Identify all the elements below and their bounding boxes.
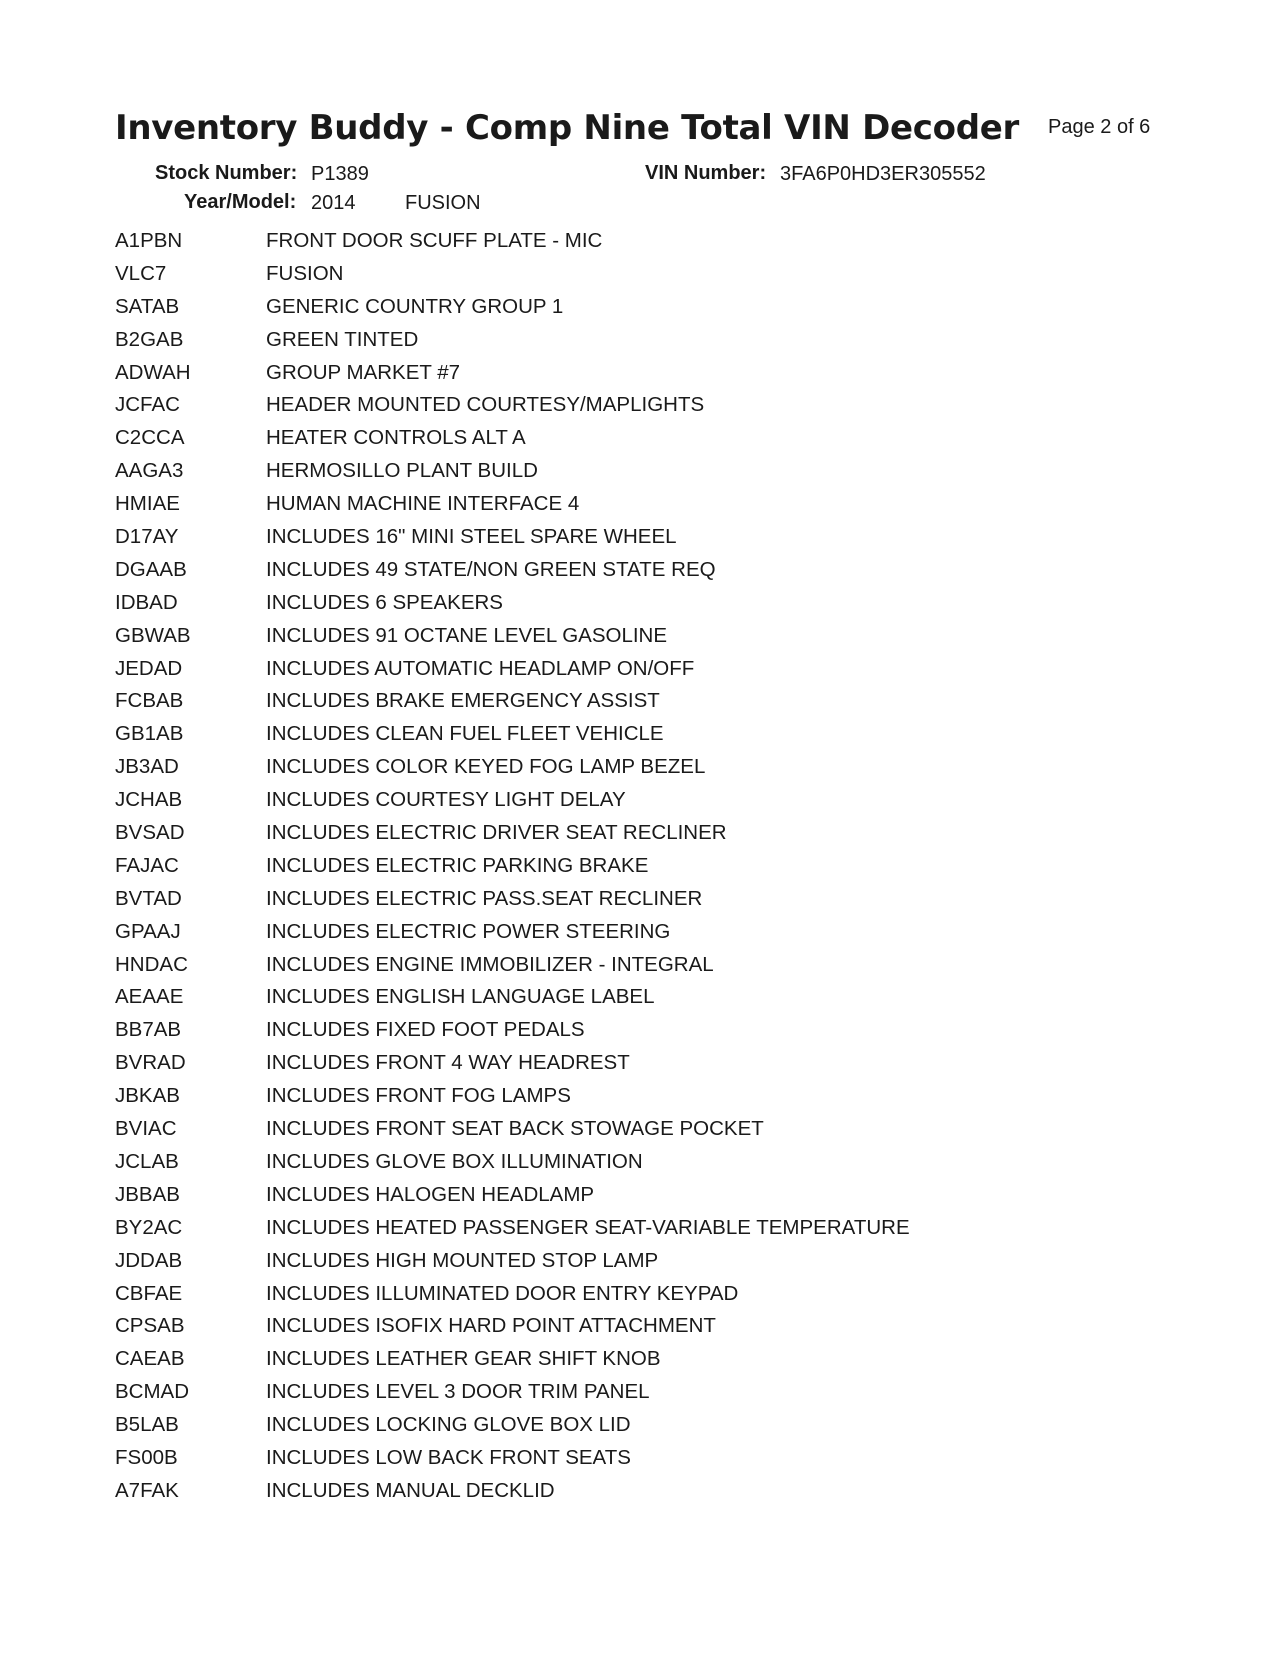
option-description: GENERIC COUNTRY GROUP 1 xyxy=(266,294,564,318)
option-code: BVSAD xyxy=(115,821,185,845)
option-description: INCLUDES ILLUMINATED DOOR ENTRY KEYPAD xyxy=(266,1281,739,1305)
option-description: INCLUDES 91 OCTANE LEVEL GASOLINE xyxy=(266,623,668,647)
option-code: ADWAH xyxy=(115,360,191,384)
option-code: FS00B xyxy=(115,1445,178,1469)
document-title: Inventory Buddy - Comp Nine Total VIN Decoder xyxy=(115,108,1019,148)
option-description: INCLUDES MANUAL DECKLID xyxy=(266,1478,555,1502)
option-description: GROUP MARKET #7 xyxy=(266,360,461,384)
list-item xyxy=(115,757,910,790)
option-code: CPSAB xyxy=(115,1314,185,1338)
option-description: INCLUDES AUTOMATIC HEADLAMP ON/OFF xyxy=(266,656,695,680)
option-code: CBFAE xyxy=(115,1281,183,1305)
list-item xyxy=(115,1215,910,1251)
option-code: DGAAB xyxy=(115,557,187,581)
option-code: BVRAD xyxy=(115,1051,186,1075)
option-description: GREEN TINTED xyxy=(266,327,419,351)
list-item xyxy=(115,1445,910,1481)
list-item xyxy=(115,1053,910,1086)
option-code: BB7AB xyxy=(115,1018,182,1042)
option-code: BVIAC xyxy=(115,1117,177,1141)
option-code: BY2AC xyxy=(115,1215,183,1239)
option-description: INCLUDES 49 STATE/NON GREEN STATE REQ xyxy=(266,557,716,581)
option-description: INCLUDES LOCKING GLOVE BOX LID xyxy=(266,1413,631,1437)
option-code: GBWAB xyxy=(115,623,191,647)
option-code: IDBAD xyxy=(115,590,178,614)
list-item xyxy=(115,294,910,330)
stock-number-value: P1389 xyxy=(311,163,369,185)
list-item xyxy=(115,557,910,593)
list-item xyxy=(115,261,910,297)
list-item xyxy=(115,853,910,889)
list-item xyxy=(115,656,910,692)
option-code: VLC7 xyxy=(115,261,167,285)
option-description: HERMOSILLO PLANT BUILD xyxy=(266,459,538,483)
list-item xyxy=(115,724,910,757)
option-code: AAGA3 xyxy=(115,459,184,483)
list-item xyxy=(115,327,910,363)
list-item xyxy=(115,494,910,527)
option-description: INCLUDES LOW BACK FRONT SEATS xyxy=(266,1445,631,1469)
list-item xyxy=(115,886,910,922)
list-item xyxy=(115,461,910,494)
list-item xyxy=(115,1478,910,1514)
vin-number-value: 3FA6P0HD3ER305552 xyxy=(780,163,986,185)
list-item xyxy=(115,1281,910,1317)
option-code: BVTAD xyxy=(115,886,182,910)
list-item xyxy=(115,231,910,264)
list-item xyxy=(115,823,910,856)
option-description: INCLUDES LEVEL 3 DOOR TRIM PANEL xyxy=(266,1380,650,1404)
option-description: HUMAN MACHINE INTERFACE 4 xyxy=(266,492,580,516)
option-code: HMIAE xyxy=(115,492,180,516)
option-description: INCLUDES ENGLISH LANGUAGE LABEL xyxy=(266,985,655,1009)
option-description: INCLUDES ELECTRIC PARKING BRAKE xyxy=(266,853,649,877)
option-description: INCLUDES BRAKE EMERGENCY ASSIST xyxy=(266,689,660,713)
option-code: AEAAE xyxy=(115,985,184,1009)
list-item xyxy=(115,360,910,396)
list-item xyxy=(115,527,910,560)
list-item xyxy=(115,428,910,461)
list-item xyxy=(115,1020,910,1053)
stock-number-label: Stock Number: xyxy=(155,162,298,184)
option-code: JCHAB xyxy=(115,788,183,812)
option-description: INCLUDES CLEAN FUEL FLEET VEHICLE xyxy=(266,722,664,746)
list-item xyxy=(115,395,910,428)
list-item xyxy=(115,1349,910,1382)
option-code: B2GAB xyxy=(115,327,184,351)
option-description: FRONT DOOR SCUFF PLATE - MIC xyxy=(266,229,603,252)
list-item xyxy=(115,919,910,955)
option-code: JCFAC xyxy=(115,393,180,417)
option-code: C2CCA xyxy=(115,426,185,450)
option-description: HEADER MOUNTED COURTESY/MAPLIGHTS xyxy=(266,393,705,417)
option-description: INCLUDES FIXED FOOT PEDALS xyxy=(266,1018,585,1042)
option-code: D17AY xyxy=(115,525,179,549)
option-description: INCLUDES FRONT SEAT BACK STOWAGE POCKET xyxy=(266,1117,764,1141)
option-code: CAEAB xyxy=(115,1347,185,1371)
page-number: Page 2 of 6 xyxy=(1048,116,1151,138)
model-value: FUSION xyxy=(405,192,481,214)
list-item xyxy=(115,1149,910,1185)
option-code: GB1AB xyxy=(115,722,184,746)
option-code: B5LAB xyxy=(115,1413,179,1437)
option-code: JEDAD xyxy=(115,656,183,680)
list-item xyxy=(115,952,910,988)
option-description: INCLUDES FRONT FOG LAMPS xyxy=(266,1084,571,1108)
option-code: GPAAJ xyxy=(115,919,181,943)
option-code: A1PBN xyxy=(115,229,183,252)
option-code: JBKAB xyxy=(115,1084,180,1108)
list-item xyxy=(115,987,910,1020)
list-item xyxy=(115,790,910,823)
option-description: INCLUDES HEATED PASSENGER SEAT-VARIABLE TEMPERATURE xyxy=(266,1215,910,1239)
list-item xyxy=(115,1086,910,1119)
option-description: INCLUDES ISOFIX HARD POINT ATTACHMENT xyxy=(266,1314,716,1338)
option-code: JCLAB xyxy=(115,1149,179,1173)
option-description: INCLUDES ELECTRIC PASS.SEAT RECLINER xyxy=(266,886,703,910)
option-description: INCLUDES ELECTRIC POWER STEERING xyxy=(266,919,671,943)
option-description: INCLUDES ENGINE IMMOBILIZER - INTEGRAL xyxy=(266,952,714,976)
option-code: FCBAB xyxy=(115,689,184,713)
option-description: HEATER CONTROLS ALT A xyxy=(266,426,526,450)
year-model-label: Year/Model: xyxy=(184,191,297,213)
option-description: FUSION xyxy=(266,261,344,285)
option-code: FAJAC xyxy=(115,853,179,877)
list-item xyxy=(115,1182,910,1218)
option-description: INCLUDES LEATHER GEAR SHIFT KNOB xyxy=(266,1347,661,1371)
option-code: SATAB xyxy=(115,294,180,318)
option-description: INCLUDES 6 SPEAKERS xyxy=(266,590,503,614)
option-description: INCLUDES ELECTRIC DRIVER SEAT RECLINER xyxy=(266,821,727,845)
list-item xyxy=(115,1248,910,1284)
option-description: INCLUDES 16" MINI STEEL SPARE WHEEL xyxy=(266,525,677,549)
option-description: INCLUDES FRONT 4 WAY HEADREST xyxy=(266,1051,630,1075)
list-item xyxy=(115,590,910,626)
option-code: A7FAK xyxy=(115,1478,179,1502)
option-description: INCLUDES HALOGEN HEADLAMP xyxy=(266,1182,595,1206)
option-code-list xyxy=(115,231,910,1514)
year-value: 2014 xyxy=(311,192,356,214)
list-item xyxy=(115,1119,910,1152)
option-description: INCLUDES COURTESY LIGHT DELAY xyxy=(266,788,626,812)
list-item xyxy=(115,691,910,724)
option-description: INCLUDES HIGH MOUNTED STOP LAMP xyxy=(266,1248,659,1272)
option-code: BCMAD xyxy=(115,1380,190,1404)
option-description: INCLUDES COLOR KEYED FOG LAMP BEZEL xyxy=(266,755,706,779)
list-item xyxy=(115,1382,910,1415)
option-code: JB3AD xyxy=(115,755,179,779)
option-description: INCLUDES GLOVE BOX ILLUMINATION xyxy=(266,1149,643,1173)
option-code: JBBAB xyxy=(115,1182,180,1206)
option-code: JDDAB xyxy=(115,1248,183,1272)
list-item xyxy=(115,1415,910,1448)
list-item xyxy=(115,623,910,659)
vin-number-label: VIN Number: xyxy=(645,162,767,184)
option-code: HNDAC xyxy=(115,952,188,976)
list-item xyxy=(115,1316,910,1349)
